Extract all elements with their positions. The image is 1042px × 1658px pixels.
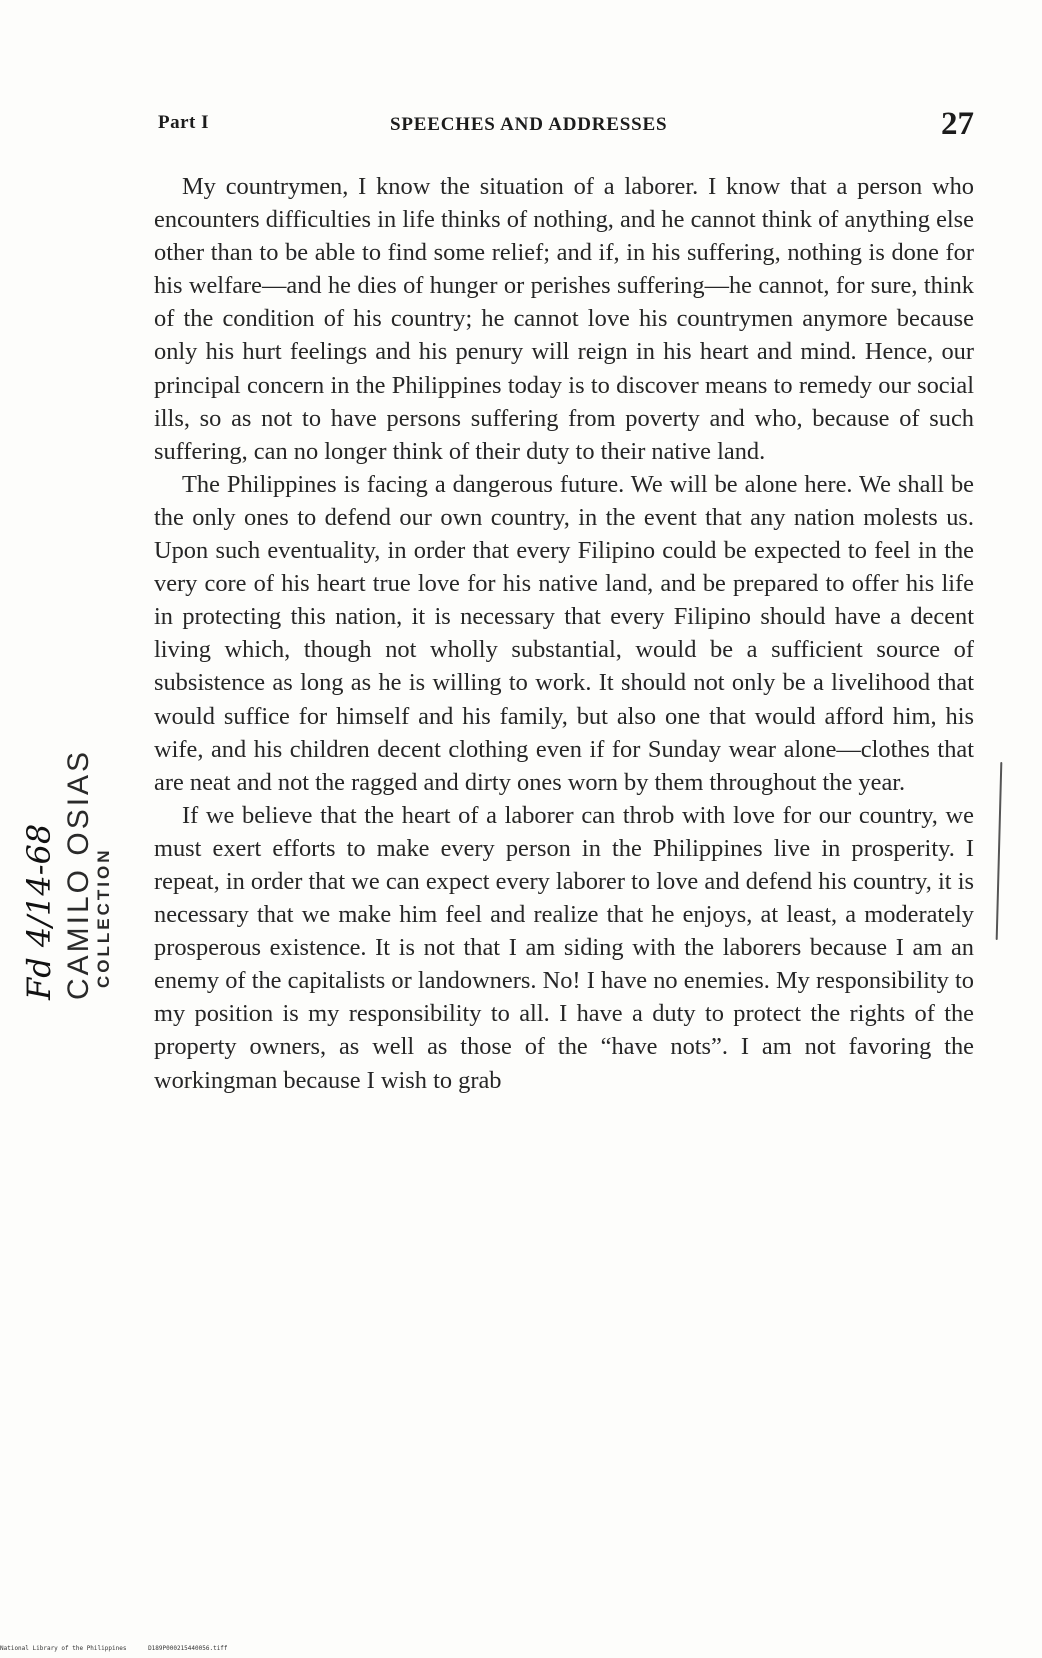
paragraph-1: My countrymen, I know the situation of a laborer. I know that a person who encounters difficulties in life thinks of nothing, and he cannot think of anything else other than to be able to find some relief; and if, in his suffering, nothing is done for his welfare—and he dies of hunger or perishes suffering—he cannot, for sure, think of the condition of his country; he cannot love his countrymen anymore because only his hurt feelings and his penury will reign in his heart and mind. Hence, our principal concern in the Philippines today is to discover means to remedy our social ills, so as not to have persons suffering from poverty and who, because of such suffering, can no longer think of their duty to their native land.: [154, 173, 974, 465]
paragraph-3: If we believe that the heart of a laborer can throb with love for our country, we must exert efforts to make every person in the Philippines live in prosperity. I repeat, in order that we can expect every laborer to love and defend his country, it is necessary that we make him feel and realize that he enjoys, at least, a moderately prosperous existence. It is not that I am siding with the laborers because I am an enemy of the capitalists or landowners. No! I have no enemies. My responsibility to my position is my responsibility to all. I have a duty to protect the rights of the property owners, as well as those of the “have nots”. I am not favoring the workingman because I wish to grab: [154, 801, 974, 1094]
footer-file-id: D189P000215440056.tiff: [148, 1645, 228, 1652]
footer-institution: National Library of the Philippines: [0, 1645, 127, 1652]
running-title: SPEECHES AND ADDRESSES: [390, 114, 668, 135]
scan-footer: [0, 1645, 400, 1652]
margin-pencil-line: [996, 762, 1003, 940]
stamp-name: CAMILO OSIAS: [62, 748, 95, 1000]
page-number: 27: [941, 106, 974, 142]
handwritten-note: Fd 4/14-68: [20, 823, 58, 1000]
collection-stamp: [62, 749, 114, 1000]
part-label: Part I: [158, 112, 210, 133]
paragraph-2: The Philippines is facing a dangerous future. We will be alone here. We shall be the only ones to defend our own country, in the event that any nation molests us. Upon such eventuality, in order that every Filipino could be expected to feel in the very core of his heart true love for his native land, and be prepared to offer his life in protecting this nation, it is necessary that every Filipino should have a decent living which, though not wholly substantial, would be a sufficient source of subsistence as long as he is willing to work. It should not only be a livelihood that would suffice for himself and his family, but also one that would afford him, his wife, and his children decent clothing even if for Sunday wear alone—clothes that are neat and not the ragged and dirty ones worn by them throughout the year.: [154, 470, 974, 796]
stamp-collection: COLLECTION: [94, 847, 113, 988]
body-text: [154, 170, 974, 1097]
running-head: [158, 106, 974, 146]
